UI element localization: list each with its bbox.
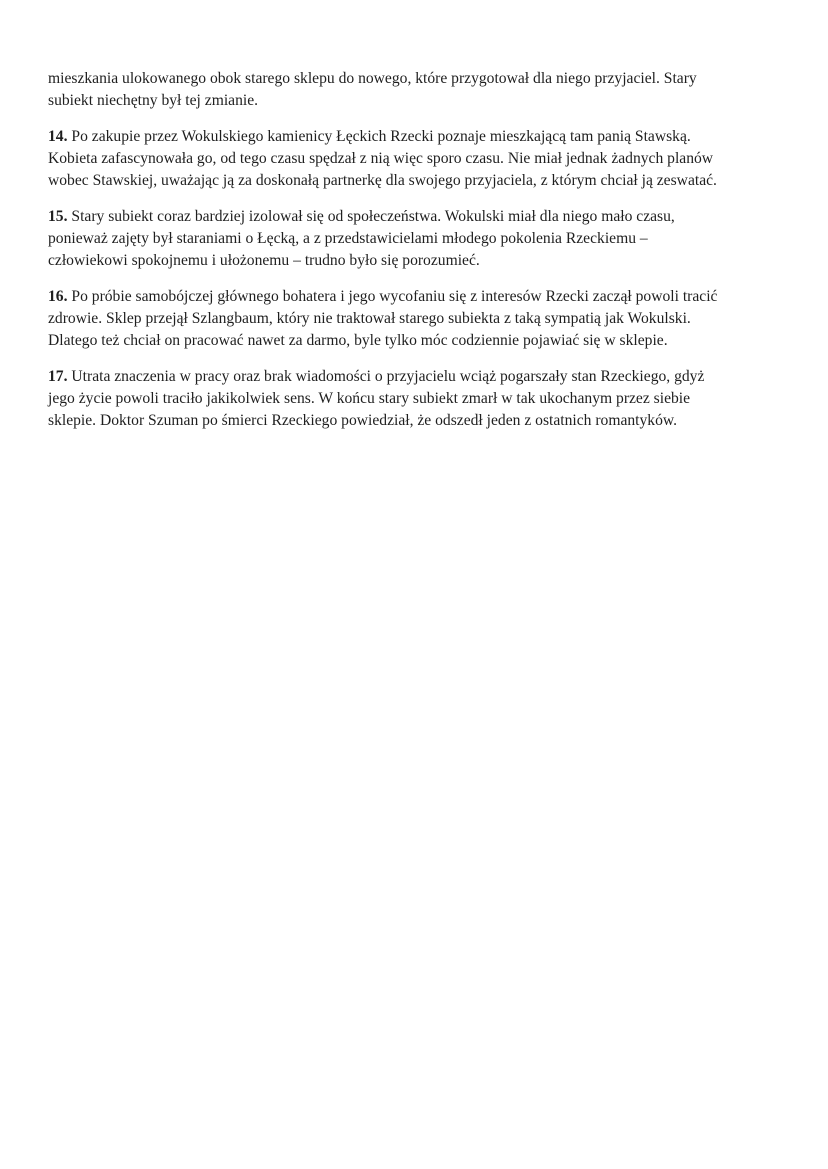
text-line: ponieważ zajęty był staraniami o Łęcką, a z przedstawicielami młodego pokolenia Rzeckiemu – [48,230,648,247]
paragraph-number: 14. [48,128,68,145]
text-line [48,126,790,148]
text-line-content: Po zakupie przez Wokulskiego kamienicy Łęckich Rzecki poznaje mieszkającą tam panią Stawską. [71,128,691,145]
paragraph-number: 17. [48,368,68,385]
text-line: Kobieta zafascynowała go, od tego czasu spędzał z nią więc sporo czasu. Nie miał jednak żadnych planów [48,150,714,167]
paragraph-14 [48,126,790,192]
text-line: subiekt niechętny był tej zmianie. [48,92,259,109]
paragraph-number: 15. [48,208,68,225]
text-line [48,286,790,308]
text-line: wobec Stawskiej, uważając ją za doskonałą partnerkę dla swojego przyjaciela, z którym chciał ją zeswatać. [48,172,717,189]
text-line [48,366,790,388]
text-line-content: Stary subiekt coraz bardziej izolował się od społeczeństwa. Wokulski miał dla niego mało czasu, [71,208,675,225]
text-line: człowiekowi spokojnemu i ułożonemu – trudno było się porozumieć. [48,252,480,269]
paragraph-number: 16. [48,288,68,305]
paragraph-continuation [48,68,790,112]
text-line: zdrowie. Sklep przejął Szlangbaum, który nie traktował starego subiekta z taką sympatią jak Wokulski. [48,310,691,327]
text-line: mieszkania ulokowanego obok starego sklepu do nowego, które przygotował dla niego przyjaciel. Stary [48,70,697,87]
paragraph-15 [48,206,790,272]
text-line-content: Po próbie samobójczej głównego bohatera i jego wycofaniu się z interesów Rzecki zaczął powoli tracić [71,288,718,305]
text-line [48,206,790,228]
text-line: Dlatego też chciał on pracować nawet za darmo, byle tylko móc codziennie pojawiać się w sklepie. [48,332,668,349]
paragraph-16 [48,286,790,352]
document-page [48,68,790,446]
paragraph-17 [48,366,790,432]
text-line-content: Utrata znaczenia w pracy oraz brak wiadomości o przyjacielu wciąż pogarszały stan Rzeckiego, gdyż [71,368,705,385]
text-line: sklepie. Doktor Szuman po śmierci Rzeckiego powiedział, że odszedł jeden z ostatnich romantyków. [48,412,678,429]
text-line: jego życie powoli traciło jakikolwiek sens. W końcu stary subiekt zmarł w tak ukochanym przez siebie [48,390,691,407]
